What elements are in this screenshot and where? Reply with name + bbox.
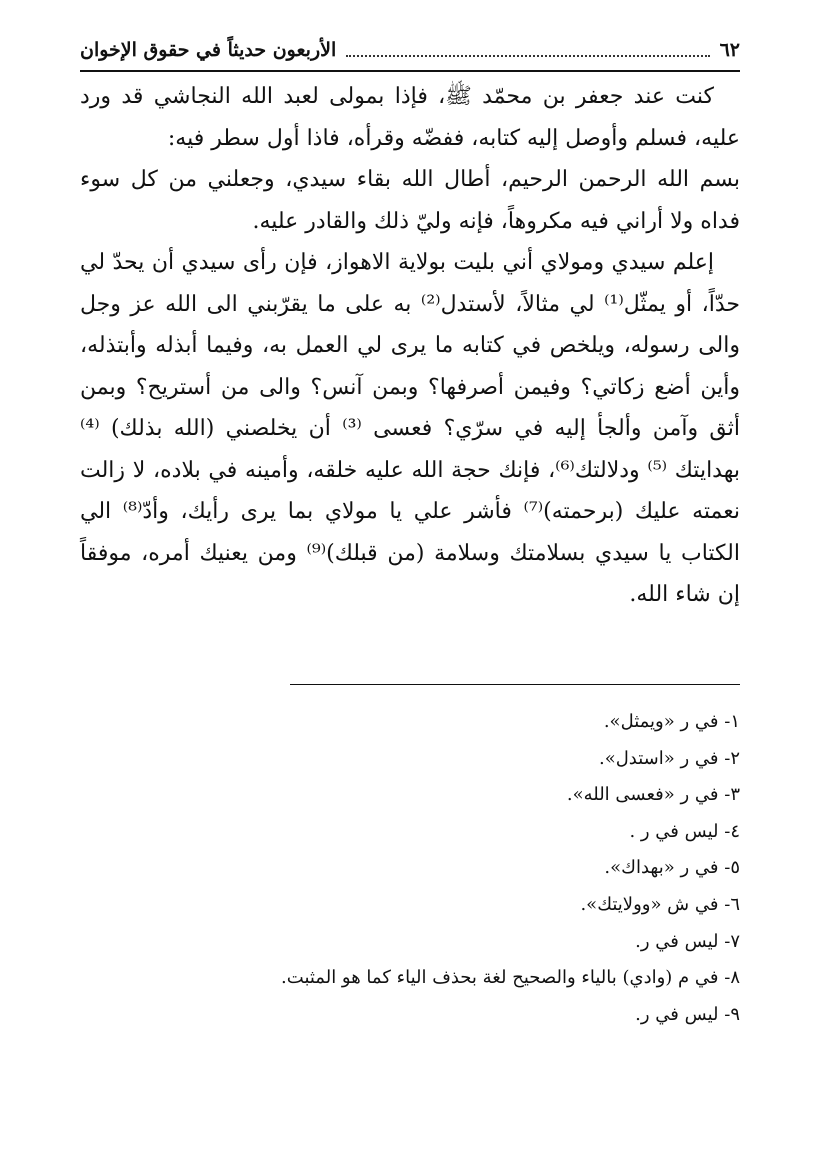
- footnote-item: [120, 777, 740, 814]
- footnote-number: ٩-: [724, 1003, 740, 1025]
- footnote-text: ليس في ر.: [635, 1003, 719, 1025]
- footnote-separator: [290, 684, 740, 685]
- main-text: [80, 76, 740, 616]
- footnote-item: [120, 887, 740, 924]
- footnote-item: [120, 741, 740, 778]
- paragraph-letter-body: إعلم سيدي ومولاي أني بليت بولاية الاهواز، فإن رأى سيدي أن يحدّ لي حدّاً، أو يمثّل⁽¹⁾ لي مثالاً، لأستدل⁽²⁾ به على ما يقرّبني الى الله عز وجل والى رسوله، ويلخص في كتابه ما يرى لي العمل به، وفيما أبذله وأبتذله، وأين أضع زكاتي؟ وفيمن أصرفها؟ وبمن آنس؟ والى من أستريح؟ وبمن أثق وآمن وألجأ إليه في سرّي؟ فعسى ⁽³⁾ أن يخلصني (الله بذلك) ⁽⁴⁾ بهدايتك ⁽⁵⁾ ودلالتك⁽⁶⁾، فإنك حجة الله عليه خلقه، وأمينه في بلاده، لا زالت نعمته عليك (برحمته)⁽⁷⁾ فأشر علي يا مولاي بما يرى رأيك، وأدّ⁽⁸⁾ الي الكتاب يا سيدي بسلامتك وسلامة (من قبلك)⁽⁹⁾ ومن يعنيك أمره، موفقاً إن شاء الله.: [80, 250, 741, 607]
- footnote-text: ليس في ر .: [629, 820, 719, 842]
- paragraph-intro: كنت عند جعفر بن محمّد ﷺ، فإذا بمولى لعبد الله النجاشي قد ورد عليه، فسلم وأوصل إليه كتابه، ففضّه وقرأه، فاذا أول سطر فيه:: [80, 84, 740, 151]
- footnote-item: [120, 850, 740, 887]
- footnote-number: ١-: [724, 711, 740, 732]
- footnote-text: في ر «استدل».: [598, 747, 719, 769]
- footnote-text: في ر «بهداك».: [604, 857, 719, 879]
- footnote-item: [120, 960, 740, 997]
- footnote-number: ٦-: [724, 893, 740, 915]
- footnote-item: [120, 997, 740, 1034]
- footnote-item: [120, 814, 740, 851]
- footnote-text: في ر «ويمثل».: [603, 711, 719, 732]
- page-header: [80, 30, 740, 72]
- footnote-text: ليس في ر.: [635, 930, 719, 952]
- footnote-text: في ر «فعسى الله».: [566, 784, 719, 806]
- footnote-number: ٧-: [724, 930, 740, 952]
- footnote-number: ٨-: [724, 967, 740, 989]
- paragraph-letter-opening: بسم الله الرحمن الرحيم، أطال الله بقاء سيدي، وجعلني من كل سوء فداه ولا أراني فيه مكروهاً، فإنه وليّ ذلك والقادر عليه.: [80, 167, 740, 234]
- running-title: الأربعون حديثاً في حقوق الإخوان: [80, 39, 337, 61]
- footnote-text: في ش «وولايتك».: [580, 893, 719, 915]
- footnote-number: ٤-: [724, 820, 740, 842]
- footnote-number: ٣-: [724, 784, 740, 806]
- footnotes-list: [120, 704, 740, 1033]
- footnote-text: في م (وادي) بالياء والصحيح لغة بحذف الياء كما هو المثبت.: [281, 967, 719, 989]
- footnote-item: [120, 704, 740, 741]
- footnote-number: ٥-: [724, 857, 740, 879]
- header-dot-leader: [346, 55, 709, 57]
- footnote-number: ٢-: [724, 747, 740, 769]
- footnote-item: [120, 924, 740, 961]
- page-number: ٦٢: [719, 39, 740, 61]
